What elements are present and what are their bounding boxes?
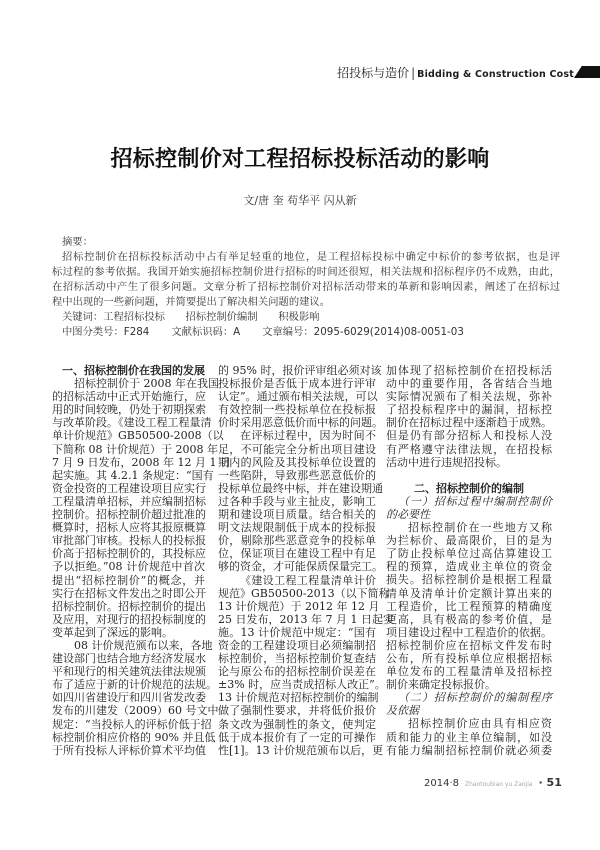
text-line: 低于成本报价有了一定的可操作 <box>218 730 376 744</box>
section-heading: 一、招标控制价在我国的发展 <box>62 364 205 377</box>
text-line: 单计价规范》GB50500-2008（以 <box>52 429 224 443</box>
text-line: 规范》GB50500-2013（以下简称 <box>218 586 390 600</box>
text-line: 够的资金，才可能保质保量完工。 <box>218 560 383 574</box>
text-line: 控制价。招标控制价超过批准的 <box>52 508 206 522</box>
clc-number: 中图分类号：F284 <box>62 326 150 338</box>
paragraph <box>386 364 552 469</box>
text-line: 起实施。其 4.2.1 条规定：“国有 <box>52 468 214 482</box>
text-line: 平和现行的相关建筑法律法规颁 <box>52 665 206 679</box>
text-line: 期内的风险及其投标单位设置的 <box>218 455 376 469</box>
text-line: 但是仍有部分招标人和投标人没 <box>386 429 552 443</box>
text-line: 条文改为强制性的条文，使判定 <box>218 717 376 731</box>
paragraph <box>218 364 383 430</box>
paragraph <box>386 717 552 756</box>
text-line: 项目建设过程中工程造价的依据。 <box>386 625 552 639</box>
text-line: 于所有投标人评标价算术平均值 <box>52 743 206 757</box>
text-line: 标控制价相应价格的 90% 并且低 <box>52 730 216 744</box>
text-line: 招标控制价于 2008 年在我国 <box>74 377 219 391</box>
text-line: 资金投资的工程建设项目应实行 <box>52 481 206 495</box>
text-line: 招标控制价应在招标文件发布时 <box>386 638 552 652</box>
subsection-heading <box>386 495 552 521</box>
text-line: 认定”。通过颁布相关法规，可以 <box>218 390 378 404</box>
keywords: 关键词：工程招标投标 招标控制价编制 积极影响 <box>62 311 320 323</box>
text-line: 13 计价规范对招标控制价的编制 <box>218 691 379 705</box>
text-line: 论与原公布的招标控制价误差在 <box>218 665 376 679</box>
article-number: 文章编号：2095-6029(2014)08-0051-03 <box>262 326 464 338</box>
text-line: 损失。招标控制价是根据工程量 <box>386 573 552 587</box>
text-line: 程的预算，造成业主单位的资金 <box>386 560 552 574</box>
text-line: 施。13 计价规范中规定：“国有 <box>218 625 376 639</box>
text-line: 制价在招标过程中逐渐趋于成熟。 <box>386 416 552 430</box>
abstract-line: 标过程的参考依据。我国开始实施招标控制价进行招标的时间还很短，相关法规和招标程序仍不成熟，由此， <box>52 266 560 278</box>
text-line: 资金的工程建设项目必须编制招 <box>218 638 376 652</box>
subsection-heading <box>386 691 552 717</box>
text-line: 招标控制价应由具有相应资 <box>408 717 552 731</box>
text-line: 动中的重要作用，各省结合当地 <box>386 377 552 391</box>
running-header <box>337 64 574 81</box>
text-line: 7 月 9 日发布，2008 年 12 月 1 日 <box>52 455 231 469</box>
text-line: 位，保证项目在建设工程中有足 <box>218 547 376 561</box>
paragraph <box>386 521 552 691</box>
text-line: 布了适应于新的计价规范的法规。 <box>52 678 217 692</box>
text-line: 提出“招标控制价”的概念，并 <box>52 573 205 587</box>
text-line: 为拦标价、最高限价，目的是为 <box>386 534 552 548</box>
text-line: 做了强制性要求，并将低价报价 <box>218 704 376 718</box>
text-line: 如四川省建设厅和四川省发改委 <box>52 691 206 705</box>
text-line: 实行在招标文件发出之时即公开 <box>52 586 206 600</box>
article-title: 招标控制价对工程招标投标活动的影响 <box>110 147 490 172</box>
header-decoration-bar <box>574 66 600 78</box>
text-line: 性[1]。13 计价规范颁布以后，更 <box>218 743 384 757</box>
body-column-2 <box>218 364 394 757</box>
abstract-label: 摘要： <box>62 236 93 248</box>
text-line: 的 95% 时，报价评审组必须对该 <box>218 364 382 377</box>
text-line: 与改革阶段。《建设工程工程量清 <box>52 416 212 430</box>
text-line: 投标报价是否低于成本进行评审 <box>218 377 376 391</box>
text-line: 价时采用恶意低价而中标的问题。 <box>218 416 383 430</box>
paragraph <box>52 638 219 757</box>
text-line: 有能力编制招标控制价就必须委 <box>386 743 552 757</box>
paragraph <box>52 377 231 639</box>
abstract-line: 在招标活动中产生了很多问题。文章分析了招标控制价对招标活动带来的革新和影响因素，阐述了在招标过 <box>52 281 560 293</box>
text-line: 明文法规限制低于成本的投标报 <box>218 521 376 535</box>
text-line: 招标控制价。招标控制价的提出 <box>52 599 206 613</box>
text-line: 及应用，对现行的招投标制度的 <box>52 612 206 626</box>
text-line: 予以拒绝。”08 计价规范中首次 <box>52 560 205 574</box>
issue-date: 2014·8 <box>424 778 459 789</box>
text-line: 及依据 <box>386 704 419 718</box>
abstract-line: 招标控制价在招标投标活动中占有举足轻重的地位，是工程招标投标中确定中标价的参考依据，也是评 <box>62 251 560 263</box>
text-line: 期和建设项目质量。结合相关的 <box>218 508 376 522</box>
document-code: 文献标识码：A <box>171 326 241 338</box>
text-line: 有效控制一些投标单位在投标报 <box>218 403 376 417</box>
body-column-3 <box>386 364 552 757</box>
text-line: 过各种手段与业主扯皮，影响工 <box>218 494 376 508</box>
header-separator: | <box>411 66 416 80</box>
text-line: 13 计价规范）于 2012 年 12 月 <box>218 599 380 613</box>
text-line: 质和能力的业主单位编制，如没 <box>386 730 552 744</box>
page-footer <box>424 776 562 789</box>
page-number: · 51 <box>538 776 562 789</box>
text-line: 标控制价，当招标控制价复查结 <box>218 652 376 666</box>
text-line: 加体现了招标控制价在招投标活 <box>386 364 552 377</box>
text-line: 工程量清单招标，并应编制招标 <box>52 494 206 508</box>
text-line: 在评标过程中，因为时间不 <box>240 429 376 443</box>
text-line: 制价来确定投标报价。 <box>386 678 496 692</box>
text-line: 招标控制价在一些地方又称 <box>408 521 552 535</box>
text-line: （一）招标过程中编制控制价 <box>398 494 552 508</box>
article-authors: 文/唐 奎 苟华平 闪从新 <box>243 194 357 207</box>
abstract-line: 程中出现的一些新问题，并简要提出了解决相关问题的建议。 <box>52 296 331 308</box>
text-line: 审批部门审核。投标人的投标报 <box>52 534 206 548</box>
text-line: 了防止投标单位过高估算建设工 <box>386 547 552 561</box>
text-line: 价，剔除那些恶意竞争的投标单 <box>218 534 376 548</box>
text-line: 有严格遵守法律法规，在招投标 <box>386 442 552 456</box>
journal-name-cn: 招投标与造价 <box>337 66 410 80</box>
text-line: 活动中进行违规招投标。 <box>386 455 507 469</box>
classification-line <box>52 325 560 340</box>
text-line: 更高，具有极高的参考价值，是 <box>386 612 552 626</box>
text-line: 公布，所有投标单位应根据招标 <box>386 651 552 665</box>
text-line: 用的时间较晚，仍处于初期探索 <box>52 403 206 417</box>
text-line: 实际情况颁布了相关法规，弥补 <box>386 390 552 404</box>
text-line: 发布的川建发（2009）60 号文中 <box>52 704 219 718</box>
text-line: （二）招标控制价的编制程序 <box>398 691 552 705</box>
text-line: 了招投标程序中的漏洞，招标控 <box>386 403 552 417</box>
text-line: 清单及清单计价定额计算出来的 <box>386 586 552 600</box>
text-line: 规定：“当投标人的评标价低于招 <box>52 717 212 731</box>
journal-name-en: Bidding & Construction Cost <box>417 69 574 80</box>
text-line: 《建设工程工程量清单计价 <box>240 573 376 587</box>
text-line: 足，不可能完全分析出项目建设 <box>218 442 376 456</box>
text-line: 建设部门也结合地方经济发展水 <box>52 652 206 666</box>
text-line: 概算时，招标人应将其报原概算 <box>52 521 206 535</box>
text-line: 单位发布的工程量清单及招标控 <box>386 665 552 679</box>
text-line: 的必要性 <box>386 507 430 521</box>
text-line: 价高于招标控制价的，其投标应 <box>52 547 206 561</box>
paragraph <box>218 429 383 574</box>
paragraph <box>218 573 394 757</box>
section-heading: 二、招标控制价的编制 <box>414 481 524 495</box>
text-line: 08 计价规范颁布以来，各地 <box>74 638 213 652</box>
abstract-block <box>52 235 560 340</box>
text-line: 投标单位最终中标，并在建设期通 <box>218 481 383 495</box>
text-line: 25 日发布，2013 年 7 月 1 日起实 <box>218 612 394 626</box>
text-line: 的招标活动中正式开始施行，应 <box>52 390 206 404</box>
journal-romanized: Zhaotoubiao yu Zaojia <box>465 781 533 788</box>
text-line: 一些陷阱，导致那些恶意低价的 <box>218 468 376 482</box>
text-line: 变革起到了深远的影响。 <box>52 625 173 639</box>
text-line: 下简称 08 计价规范）于 2008 年 <box>52 442 218 456</box>
text-line: 工程造价，比工程预算的精确度 <box>386 599 552 613</box>
text-line: ±3% 时，应当责成招标人改正”。 <box>218 678 386 692</box>
body-column-1 <box>52 364 231 757</box>
